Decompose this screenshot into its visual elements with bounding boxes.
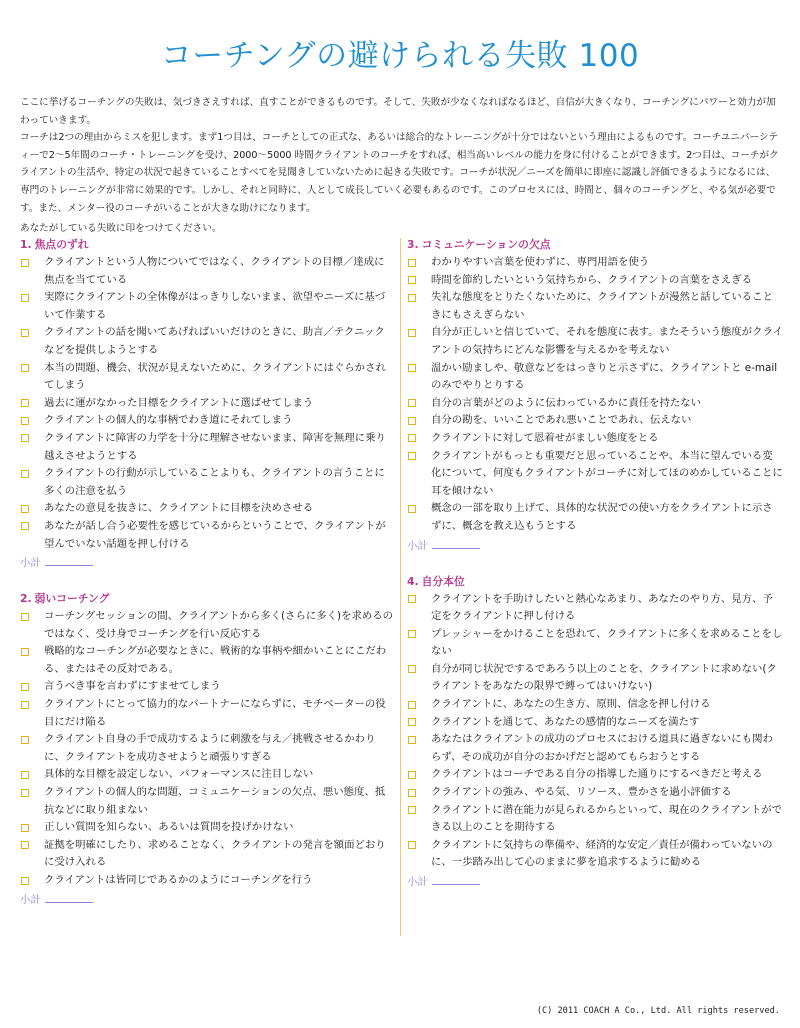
item-text: クライアントの行動が示していることよりも、クライアントの言うことに多くの注意を払う bbox=[44, 467, 385, 497]
checkbox-icon[interactable] bbox=[21, 789, 29, 797]
checklist-item[interactable] bbox=[20, 430, 398, 465]
checklist-item[interactable] bbox=[407, 784, 787, 802]
item-text: クライアントは皆同じであるかのようにコーチングを行う bbox=[44, 874, 313, 886]
subtotal bbox=[20, 890, 398, 909]
checklist-item[interactable] bbox=[20, 465, 398, 500]
checklist-item[interactable] bbox=[20, 872, 398, 890]
checklist-item[interactable] bbox=[407, 731, 787, 766]
subtotal bbox=[20, 553, 398, 572]
left-column bbox=[20, 236, 398, 909]
section-focus bbox=[20, 236, 398, 572]
item-text: クライアントに障害の力学を十分に理解させないまま、障害を無理に乗り越えさせようとする bbox=[44, 431, 386, 462]
item-text: 自分の勘を、いいことであれ悪いことであれ、伝えない bbox=[431, 414, 692, 427]
item-text: クライアント自身の手で成功するように刺激を与え／挑戦させるかわりに、クライアントを成功させようと頑張りすぎる bbox=[44, 733, 376, 763]
item-text: クライアントの個人的な問題、コミュニケーションの欠点、悪い態度、抵抗などに取り組まない bbox=[44, 786, 386, 816]
checklist-item[interactable] bbox=[407, 412, 787, 430]
checkbox-icon[interactable] bbox=[21, 417, 29, 425]
item-text: 本当の問題、機会、状況が見えないために、クライアントにはぐらかされてしまう bbox=[44, 361, 386, 392]
checklist-item[interactable] bbox=[20, 643, 398, 678]
checkbox-icon[interactable] bbox=[21, 364, 29, 372]
subtotal bbox=[407, 536, 787, 555]
checklist-item[interactable] bbox=[407, 714, 787, 732]
section-heading bbox=[20, 590, 398, 608]
checkbox-icon[interactable] bbox=[408, 595, 416, 603]
copyright: (C) 2011 COACH A Co., Ltd. All rights reserved. bbox=[536, 1006, 780, 1016]
checkbox-icon[interactable] bbox=[21, 522, 29, 530]
checkbox-icon[interactable] bbox=[408, 434, 416, 442]
section-heading bbox=[407, 573, 787, 591]
item-text: クライアントを通じて、あなたの感情的なニーズを満たす bbox=[431, 715, 700, 728]
checklist-item[interactable] bbox=[407, 661, 787, 696]
checkbox-icon[interactable] bbox=[408, 665, 416, 673]
subtotal-label: 小計 bbox=[20, 557, 41, 570]
checkbox-icon[interactable] bbox=[408, 771, 416, 779]
right-column bbox=[407, 236, 787, 891]
checklist-item[interactable] bbox=[20, 696, 398, 731]
item-text: 証拠を明確にしたり、求めることなく、クライアントの発言を額面どおりに受け入れる bbox=[44, 838, 386, 869]
item-text: クライアントの強み、やる気、リソース、豊かさを過小評価する bbox=[431, 786, 732, 799]
item-text: 具体的な目標を設定しない、パフォーマンスに注目しない bbox=[44, 768, 314, 781]
checkbox-icon[interactable] bbox=[21, 329, 29, 337]
checkbox-icon[interactable] bbox=[21, 683, 29, 691]
checkbox-icon[interactable] bbox=[408, 630, 416, 638]
checklist-item[interactable] bbox=[407, 430, 787, 448]
checkbox-icon[interactable] bbox=[408, 701, 416, 709]
item-text: クライアントはコーチである自分の指導した通りにするべきだと考える bbox=[431, 768, 763, 781]
item-text: 戦略的なコーチングが必要なときに、戦術的な事柄や細かいことにこだわる、またはその反対である。 bbox=[44, 645, 387, 675]
checklist-item[interactable] bbox=[20, 289, 398, 324]
section-self-centered bbox=[407, 573, 787, 892]
item-text: 概念の一部を取り上げて、具体的な状況での使い方をクライアントに示さずに、概念を教え込もうとする bbox=[431, 502, 773, 532]
checkbox-icon[interactable] bbox=[21, 294, 29, 302]
checkbox-icon[interactable] bbox=[21, 434, 29, 442]
checkbox-icon[interactable] bbox=[21, 701, 29, 709]
checklist-item[interactable] bbox=[407, 837, 787, 872]
checkbox-icon[interactable] bbox=[408, 505, 416, 513]
item-text: 自分が同じ状況でするであろう以上のことを、クライアントに求めない(クライアントをあなたの限界で縛ってはいけない) bbox=[431, 662, 777, 693]
checkbox-icon[interactable] bbox=[21, 736, 29, 744]
section-number: 3. bbox=[407, 238, 419, 251]
item-text: 正しい質問を知らない、あるいは質問を投げかけない bbox=[44, 821, 294, 834]
section-heading bbox=[20, 236, 398, 254]
checklist-item[interactable] bbox=[407, 448, 787, 501]
item-text: わかりやすい言葉を使わずに、専門用語を使う bbox=[431, 256, 650, 268]
checkbox-icon[interactable] bbox=[408, 806, 416, 814]
checklist-item[interactable] bbox=[20, 784, 398, 819]
checklist-item[interactable] bbox=[20, 766, 398, 784]
item-text: 実際にクライアントの全体像がはっきりしないまま、欲望やニーズに基づいて作業する bbox=[44, 291, 386, 321]
checklist-item[interactable] bbox=[407, 272, 787, 290]
checklist-item[interactable] bbox=[20, 608, 398, 643]
section-heading bbox=[407, 236, 787, 254]
checklist-item[interactable] bbox=[407, 696, 787, 714]
checkbox-icon[interactable] bbox=[21, 505, 29, 513]
intro bbox=[20, 94, 782, 217]
checklist-item[interactable] bbox=[20, 678, 398, 696]
item-text: 自分が正しいと信じていて、それを態度に表す。またそういう態度がクライアントの気持ちにどんな影響を与えるかを考えない bbox=[431, 326, 783, 356]
subtotal-label: 小計 bbox=[407, 539, 428, 552]
checklist-item[interactable] bbox=[407, 500, 787, 535]
item-text: あなたの意見を抜きに、クライアントに目標を決めさせる bbox=[44, 502, 314, 515]
section-weak-coaching bbox=[20, 590, 398, 909]
checkbox-icon[interactable] bbox=[21, 259, 29, 267]
checklist-item[interactable] bbox=[20, 360, 398, 395]
item-text: あなたはクライアントの成功のプロセスにおける道具に過ぎないにも関わらず、その成功が自分のおかげだと認めてもらおうとする bbox=[431, 733, 773, 763]
checkbox-icon[interactable] bbox=[408, 364, 416, 372]
item-text: 失礼な態度をとりたくないために、クライアントが漫然と話していることきにもさえぎらない bbox=[431, 291, 773, 321]
item-text: クライアントの個人的な事柄でわき道にそれてしまう bbox=[44, 414, 293, 427]
checklist-item[interactable] bbox=[20, 518, 398, 553]
checkbox-icon[interactable] bbox=[21, 399, 29, 407]
instruction: あなたがしている失敗に印をつけてください。 bbox=[20, 223, 222, 234]
checkbox-icon[interactable] bbox=[408, 399, 416, 407]
column-divider bbox=[400, 238, 401, 936]
item-text: クライアントに対して恩着せがましい態度をとる bbox=[431, 431, 659, 444]
checklist-item[interactable] bbox=[20, 500, 398, 518]
checkbox-icon[interactable] bbox=[21, 648, 29, 656]
item-text: 時間を節約したいという気持ちから、クライアントの言葉をさえぎる bbox=[431, 273, 753, 286]
checklist-item[interactable] bbox=[20, 395, 398, 413]
section-title: 焦点のずれ bbox=[34, 238, 89, 251]
section-communication bbox=[407, 236, 787, 555]
checkbox-icon[interactable] bbox=[408, 452, 416, 460]
section-number: 4. bbox=[407, 574, 419, 588]
section-title: 自分本位 bbox=[421, 574, 465, 588]
item-text: 自分の言葉がどのように伝わっているかに責任を持たない bbox=[431, 396, 702, 409]
checklist-item[interactable] bbox=[20, 819, 398, 837]
checklist-item[interactable] bbox=[407, 591, 787, 626]
checkbox-icon[interactable] bbox=[21, 824, 29, 832]
item-text: コーチングセッションの間、クライアントから多く(さらに多く)を求めるのではなく、受け身でコーチングを行い反応する bbox=[44, 610, 394, 640]
section-title: コミュニケーションの欠点 bbox=[421, 238, 551, 251]
checklist-item[interactable] bbox=[407, 395, 787, 413]
subtotal-blank[interactable] bbox=[45, 553, 93, 566]
checklist-item[interactable] bbox=[407, 766, 787, 784]
checklist-item[interactable] bbox=[407, 802, 787, 837]
subtotal-blank[interactable] bbox=[432, 872, 480, 885]
item-text: クライアントにとって協力的なパートナーにならずに、モチベーターの役目にだけ陥る bbox=[44, 698, 386, 728]
checkbox-icon[interactable] bbox=[21, 877, 29, 885]
item-text: あなたが話し合う必要性を感じているからということで、クライアントが望んでいない話題を押し付ける bbox=[44, 519, 386, 550]
item-text: クライアントの話を聞いてあげればいいだけのときに、助言／テクニックなどを提供しようとする bbox=[44, 326, 385, 356]
checkbox-icon[interactable] bbox=[21, 613, 29, 621]
checklist-item[interactable] bbox=[20, 324, 398, 359]
checkbox-icon[interactable] bbox=[408, 789, 416, 797]
intro-paragraph-1: ここに挙げるコーチングの失敗は、気づきさえすれば、直すことができるものです。そして、失敗が少なくなればなるほど、自信が大きくなり、コーチングにパワーと効力が加わっていきます。 bbox=[20, 97, 776, 126]
subtotal-label: 小計 bbox=[20, 893, 41, 906]
checkbox-icon[interactable] bbox=[408, 329, 416, 337]
checklist-item[interactable] bbox=[407, 324, 787, 359]
subtotal-label: 小計 bbox=[407, 876, 428, 888]
checklist-item[interactable] bbox=[407, 289, 787, 324]
checkbox-icon[interactable] bbox=[408, 841, 416, 849]
intro-paragraph-2: コーチは2つの理由からミスを犯します。まず1つ目は、コーチとしての正式な、あるいは総合的なトレーニングが十分ではないという理由によるものです。コーチユニバーシティーで2～5年間のコーチ・トレーニングを受け、2000～5000 時間クライアントのコーチをすれば、相当高いレベルの能力を身に付けることができます。2つ目は、コーチがクライアントの生活や、特定の状況で起きていることすべてを見聞きしていないために起きる失敗です。コーチが状況／ニーズを簡単に即座に認識し評価できるようになるには、専門のトレーニングが非常に効果的です。しかし、それと同時に、人として成長していく必要もあるのです。このプロセスには、時間と、個々のコーチングと、やる気が必要です。また、メンター役のコーチがいることが大きな助けになります。 bbox=[20, 132, 779, 214]
item-text: クライアントに、あなたの生き方、原則、信念を押し付ける bbox=[431, 698, 711, 711]
checkbox-icon[interactable] bbox=[21, 841, 29, 849]
item-text: クライアントがもっとも重要だと思っていることや、本当に望んでいる変化について、何度もクライアントがコーチに対してほのめかしていることに耳を傾けない bbox=[431, 449, 783, 497]
checkbox-icon[interactable] bbox=[408, 417, 416, 425]
checkbox-icon[interactable] bbox=[21, 470, 29, 478]
checklist-item[interactable] bbox=[20, 731, 398, 766]
checklist-item[interactable] bbox=[407, 254, 787, 272]
checkbox-icon[interactable] bbox=[408, 276, 416, 284]
subtotal-blank[interactable] bbox=[45, 890, 93, 903]
item-text: 過去に運がなかった目標をクライアントに選ばせてしまう bbox=[44, 396, 314, 409]
subtotal-blank[interactable] bbox=[432, 536, 480, 549]
checkbox-icon[interactable] bbox=[408, 736, 416, 744]
item-text: プレッシャーをかけることを恐れて、クライアントに多くを求めることをしない bbox=[431, 627, 783, 658]
subtotal bbox=[407, 872, 787, 891]
item-text: 言うべき事を言わずにすませてしまう bbox=[44, 680, 221, 693]
item-text: 温かい励ましや、敬意などをはっきりと示さずに、クライアントと e-mail のみでやりとりする bbox=[431, 361, 778, 392]
checklist-item[interactable] bbox=[20, 837, 398, 872]
item-text: クライアントという人物についてではなく、クライアントの目標／達成に焦点を当てている bbox=[44, 256, 385, 286]
item-text: クライアントを手助けしたいと熱心なあまり、あなたのやり方、見方、予定をクライアントに押し付ける bbox=[431, 592, 773, 623]
checkbox-icon[interactable] bbox=[408, 259, 416, 267]
section-number: 2. bbox=[20, 592, 32, 606]
item-text: クライアントに気持ちの準備や、経済的な安定／責任が備わっていないのに、一歩踏み出して心のままに夢を追求するように勧める bbox=[431, 838, 773, 869]
checklist-item[interactable] bbox=[20, 412, 398, 430]
checkbox-icon[interactable] bbox=[21, 771, 29, 779]
checklist-item[interactable] bbox=[407, 626, 787, 661]
checkbox-icon[interactable] bbox=[408, 718, 416, 726]
section-title: 弱いコーチング bbox=[34, 592, 110, 606]
checklist-item[interactable] bbox=[407, 360, 787, 395]
section-number: 1. bbox=[20, 238, 32, 251]
page-title: コーチングの避けられる失敗 100 bbox=[160, 38, 640, 74]
checkbox-icon[interactable] bbox=[408, 294, 416, 302]
checklist-item[interactable] bbox=[20, 254, 398, 289]
item-text: クライアントに潜在能力が見られるからといって、現在のクライアントができる以上のことを期待する bbox=[431, 803, 782, 834]
